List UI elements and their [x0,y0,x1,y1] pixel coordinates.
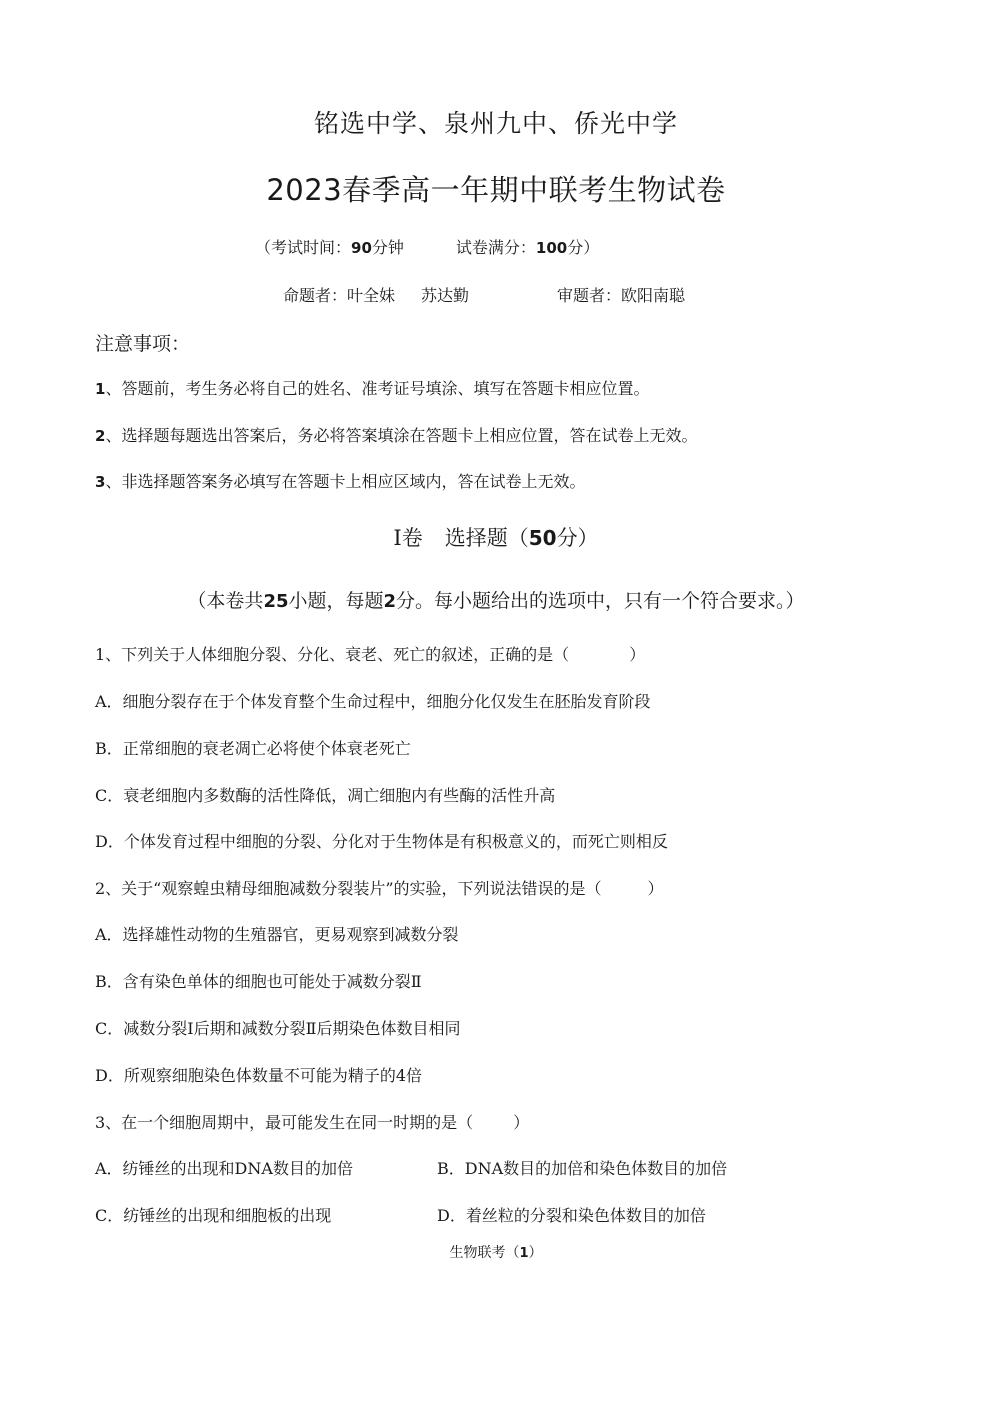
section-title-post: 分） [556,526,599,550]
notice-item [95,423,697,446]
question-option: B．含有染色单体的细胞也可能处于减数分裂Ⅱ [95,972,422,991]
question-text: 3、在一个细胞周期中，最可能发生在同一时期的是（ [95,1113,474,1132]
page-footer [0,1242,992,1262]
question-option: D．着丝粒的分裂和染色体数目的加倍 [437,1206,706,1225]
section-title-num: 50 [528,526,557,550]
notice-heading: 注意事项： [95,333,191,355]
question-text: 1、下列关于人体细胞分裂、分化、衰老、死亡的叙述，正确的是（ [95,645,570,664]
question-option: D．所观察细胞染色体数量不可能为精子的4倍 [95,1066,423,1085]
school-names: 铭选中学、泉州九中、侨光中学 [313,109,678,138]
notice-number: 3 [95,473,106,491]
section-note [0,586,992,613]
question-option: C．衰老细胞内多数酶的活性降低，凋亡细胞内有些酶的活性升高 [95,786,556,805]
time-unit: 分钟 [371,238,404,257]
note-mid: 小题，每题 [288,590,384,612]
notice-number: 2 [95,427,106,445]
question-stem [95,1110,529,1133]
exam-authors [283,283,685,306]
score-value: 100 [535,239,568,257]
question-option: C．减数分裂Ⅰ后期和减数分裂Ⅱ后期染色体数目相同 [95,1019,461,1038]
note-score: 2 [383,591,397,612]
question-option: A．选择雄性动物的生殖器官，更易观察到减数分裂 [95,925,459,944]
notice-text: 、答题前，考生务必将自己的姓名、准考证号填涂、填写在答题卡相应位置。 [105,379,650,398]
question-option: B．DNA数目的加倍和染色体数目的加倍 [437,1159,728,1178]
footer-close: ） [528,1245,543,1261]
time-label: （考试时间： [255,238,352,257]
score-unit: 分） [567,238,600,257]
question-close: ） [629,645,646,664]
time-value: 90 [351,239,372,257]
notice-text: 、选择题每题选出答案后，务必将答案填涂在答题卡上相应位置，答在试卷上无效。 [105,426,698,445]
notice-text: 、非选择题答案务必填写在答题卡上相应区域内，答在试卷上无效。 [105,472,586,491]
exam-title: 2023春季高一年期中联考生物试卷 [266,173,726,207]
note-count: 25 [263,591,289,612]
question-stem [95,876,664,899]
question-option: A．纺锤丝的出现和DNA数目的加倍 [95,1159,353,1178]
question-close: ） [513,1113,530,1132]
question-stem [95,642,645,665]
note-post: 分。每小题给出的选项中，只有一个符合要求。） [396,590,805,612]
question-option: B．正常细胞的衰老凋亡必将使个体衰老死亡 [95,739,411,758]
score-label: 试卷满分： [455,238,536,257]
author-primary: 命题者：叶全妹 [283,286,396,305]
question-close: ） [647,879,664,898]
section-heading [0,522,992,552]
exam-info [255,235,599,258]
notice-item [95,376,649,399]
notice-item [95,469,585,492]
page-number: 1 [519,1246,529,1261]
question-option: D．个体发育过程中细胞的分裂、分化对于生物体是有积极意义的，而死亡则相反 [95,832,668,851]
notice-number: 1 [95,380,106,398]
question-option: C．纺锤丝的出现和细胞板的出现 [95,1206,332,1225]
question-option: A．细胞分裂存在于个体发育整个生命过程中，细胞分化仅发生在胚胎发育阶段 [95,692,651,711]
section-title-pre: 选择题（ [444,526,529,550]
footer-label: 生物联考（ [449,1245,520,1261]
section-name: Ⅰ卷 [393,526,423,550]
reviewer: 审题者：欧阳南聪 [557,286,686,305]
author-secondary: 苏达勤 [421,286,470,305]
question-text: 2、关于“观察蝗虫精母细胞减数分裂装片”的实验，下列说法错误的是（ [95,879,602,898]
note-pre: （本卷共 [187,590,264,612]
